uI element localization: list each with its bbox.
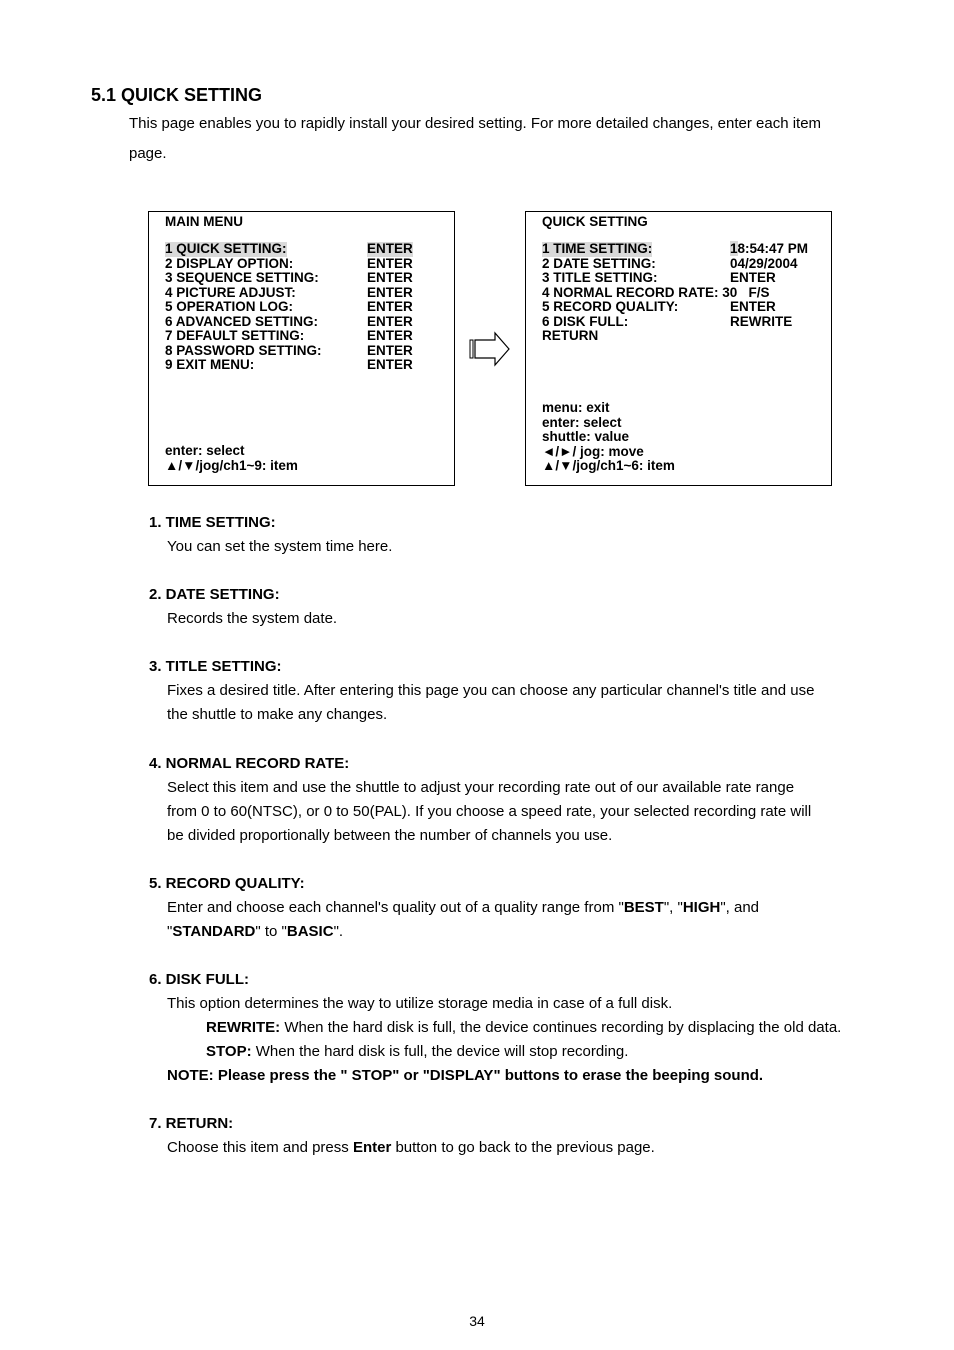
main-menu-item-value[interactable]: ENTER <box>367 270 413 285</box>
main-menu-item-value[interactable]: ENTER <box>367 284 413 300</box>
quick-help-line: enter: select <box>542 414 622 430</box>
disk-full-text: This option determines the way to utilize storage media in case of a full disk. <box>167 995 673 1012</box>
quick-item-label[interactable]: 4 NORMAL RECORD RATE: 30 F/S <box>542 284 770 300</box>
quick-item-value-rest: 8:54:47 PM <box>737 241 809 256</box>
record-quality-heading: 5. RECORD QUALITY: <box>149 875 305 892</box>
quick-item-label[interactable]: 3 TITLE SETTING: <box>542 270 658 285</box>
quick-item-value[interactable]: ENTER <box>730 270 776 285</box>
main-menu-item-label[interactable]: 5 OPERATION LOG: <box>165 299 294 314</box>
quick-item-value[interactable]: 04/29/2004 <box>730 255 798 271</box>
record-rate-line-3: be divided proportionally between the number of channels you use. <box>167 827 613 844</box>
main-menu-item-value[interactable]: ENTER <box>367 299 413 314</box>
main-menu-box <box>148 211 455 486</box>
main-menu-item-label[interactable]: 2 DISPLAY OPTION: <box>165 255 294 271</box>
stop-option: STOP: When the hard disk is full, the device will stop recording. <box>206 1043 629 1060</box>
date-setting-text: Records the system date. <box>167 610 338 627</box>
main-menu-item-value[interactable]: ENTER <box>367 255 413 271</box>
main-menu-item-label[interactable]: 3 SEQUENCE SETTING: <box>165 270 319 285</box>
record-rate-line-2: from 0 to 60(NTSC), or 0 to 50(PAL). If you choose a speed rate, your selected recording rate will <box>167 803 812 820</box>
main-menu-item-label[interactable]: 4 PICTURE ADJUST: <box>165 284 296 300</box>
main-menu-item-value[interactable]: ENTER <box>367 241 413 256</box>
quick-item-label[interactable]: 1 TIME SETTING: <box>542 241 653 256</box>
section-title: 5.1 QUICK SETTING <box>91 85 263 105</box>
disk-full-heading: 6. DISK FULL: <box>149 971 249 988</box>
record-rate-heading: 4. NORMAL RECORD RATE: <box>149 755 350 772</box>
time-setting-heading: 1. TIME SETTING: <box>149 514 276 531</box>
quick-item-value[interactable] <box>730 242 808 257</box>
quick-item-value[interactable]: ENTER <box>730 299 776 314</box>
record-rate-line-1: Select this item and use the shuttle to adjust your recording rate out of our available rate range <box>167 779 795 796</box>
quick-help-line: shuttle: value <box>542 429 630 444</box>
record-quality-line-1: Enter and choose each channel's quality out of a quality range from "BEST", "HIGH", and <box>167 899 759 916</box>
title-setting-line-1: Fixes a desired title. After entering this page you can choose any particular channel's title and use <box>167 682 815 699</box>
quick-setting-box <box>525 211 832 486</box>
title-setting-line-2: the shuttle to make any changes. <box>167 706 388 723</box>
main-menu-item-label[interactable]: 9 EXIT MENU: <box>165 357 255 372</box>
quick-help-line: menu: exit <box>542 400 610 415</box>
return-text: Choose this item and press Enter button to go back to the previous page. <box>167 1139 655 1156</box>
page-number: 34 <box>469 1313 485 1329</box>
quick-item-return[interactable]: RETURN <box>542 328 599 343</box>
main-menu-item-label[interactable]: 6 ADVANCED SETTING: <box>165 313 319 329</box>
quick-help-line: ▲/▼/jog/ch1~6: item <box>542 458 675 473</box>
quick-item-label[interactable]: 6 DISK FULL: <box>542 313 629 329</box>
date-setting-heading: 2. DATE SETTING: <box>149 586 280 603</box>
main-menu-item-label[interactable]: 8 PASSWORD SETTING: <box>165 342 322 358</box>
main-menu-item-value[interactable]: ENTER <box>367 313 413 329</box>
main-menu-item-label[interactable]: 1 QUICK SETTING: <box>165 241 287 256</box>
main-menu-help-item: ▲/▼/jog/ch1~9: item <box>165 458 298 473</box>
quick-item-cursor: 1 <box>730 241 738 256</box>
intro-line-1: This page enables you to rapidly install your desired setting. For more detailed changes, enter each item <box>129 115 822 132</box>
quick-menu-title: QUICK SETTING <box>542 214 648 229</box>
title-setting-heading: 3. TITLE SETTING: <box>149 658 282 675</box>
main-menu-title: MAIN MENU <box>165 214 243 229</box>
main-menu-item-value[interactable]: ENTER <box>367 328 413 343</box>
intro-line-2: page. <box>129 145 167 162</box>
main-menu-help-select: enter: select <box>165 443 245 458</box>
record-quality-line-2: "STANDARD" to "BASIC". <box>167 923 344 940</box>
main-menu-item-value[interactable]: ENTER <box>367 342 413 358</box>
main-menu-item-value[interactable]: ENTER <box>367 357 413 372</box>
main-menu-item-label[interactable]: 7 DEFAULT SETTING: <box>165 328 305 343</box>
quick-help-line: ◄/►/ jog: move <box>542 443 644 459</box>
rewrite-option: REWRITE: When the hard disk is full, the device continues recording by displacing the old data. <box>206 1019 842 1036</box>
time-setting-text: You can set the system time here. <box>167 538 393 555</box>
quick-item-label[interactable]: 5 RECORD QUALITY: <box>542 299 679 314</box>
return-heading: 7. RETURN: <box>149 1115 234 1132</box>
quick-item-label[interactable]: 2 DATE SETTING: <box>542 255 656 271</box>
right-arrow-icon <box>469 331 511 367</box>
quick-item-value[interactable]: REWRITE <box>730 313 793 329</box>
beep-note: NOTE: Please press the " STOP" or "DISPLAY" buttons to erase the beeping sound. <box>167 1067 764 1084</box>
